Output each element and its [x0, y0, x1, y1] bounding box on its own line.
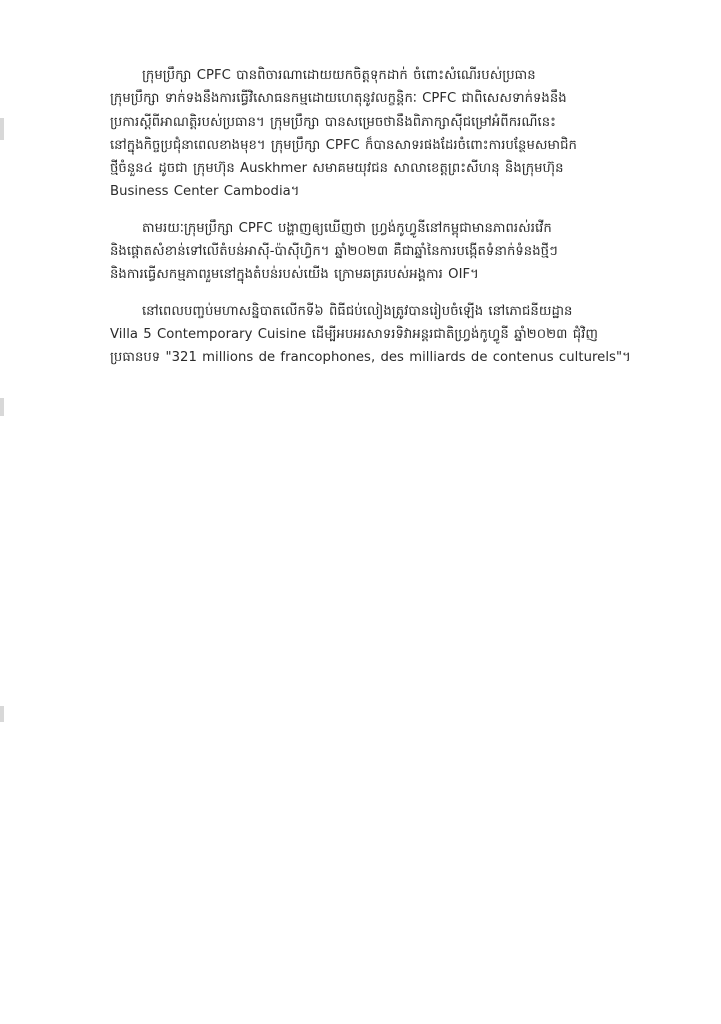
text-line: ថ្មីចំនួន៤ ដូចជា ក្រុមហ៊ុន Auskhmer សមាគមយុវជន សាលាខេត្តព្រះសីហនុ និងក្រុមហ៊ុន	[110, 161, 564, 177]
text-line: នៅក្នុងកិច្ចប្រជុំនាពេលខាងមុខ។ ក្រុមប្រឹក្សា CPFC ក៏បានសាទរផងដែរចំពោះការបន្ថែមសមាជិក	[110, 137, 577, 153]
text-line: Villa 5 Contemporary Cuisine ដើម្បីអបអរសាទរទិវាអន្តរជាតិហ្វ្រង់កូហ្វូនី ឆ្នាំ២០២៣ ជុំវិញ	[110, 326, 598, 342]
text-line: ក្រុមប្រឹក្សា CPFC បានពិចារណាដោយយកចិត្តទុកដាក់ ចំពោះសំណើរបស់ប្រធាន	[142, 68, 536, 83]
paragraph-francophonie-asia-pacific	[110, 217, 632, 287]
text-line: Business Center Cambodia។	[110, 184, 300, 200]
scan-edge-mark	[0, 398, 4, 416]
paragraph-council-decisions	[110, 64, 632, 204]
text-line: និងការធ្វើសកម្មភាពរួមនៅក្នុងតំបន់របស់យើង ក្រោមឆត្ររបស់អង្គការ OIF។	[110, 267, 479, 283]
scan-edge-mark	[0, 706, 4, 722]
body-text	[110, 64, 632, 383]
scan-edge-mark	[0, 118, 4, 140]
paragraph-closing-reception	[110, 300, 632, 370]
text-line: និងផ្ដោតសំខាន់ទៅលើតំបន់អាស៊ី-ប៉ាស៊ីហ្វិក។ ឆ្នាំ២០២៣ គឺជាឆ្នាំនៃការបង្កើតទំនាក់ទំនងថ្មីៗ	[110, 244, 558, 260]
text-line: ប្រធានបទ "321 millions de francophones, des milliards de contenus culturels"។	[110, 350, 631, 366]
text-line: នៅពេលបញ្ចប់មហាសន្និបាតលើកទី៦ ពិធីជប់លៀងត្រូវបានរៀបចំឡើង នៅភោជនីយដ្ឋាន	[142, 303, 573, 319]
text-line: តាមរយៈក្រុមប្រឹក្សា CPFC បង្ហាញឲ្យឃើញថា ហ្វ្រង់កូហ្វូនីនៅកម្ពុជាមានភាពរស់រវើក	[142, 220, 552, 236]
text-line: ប្រការស្តីពីអាណត្តិរបស់ប្រធាន។ ក្រុមប្រឹក្សា បានសម្រេចថានឹងពិភាក្សាស៊ីជម្រៅអំពីករណីនេះ	[110, 114, 556, 130]
text-line: ក្រុមប្រឹក្សា ទាក់ទងនឹងការធ្វើវិសោធនកម្មដោយហេតុនូវលក្ខន្តិកៈ CPFC ជាពិសេសទាក់ទងនឹង	[110, 91, 567, 107]
